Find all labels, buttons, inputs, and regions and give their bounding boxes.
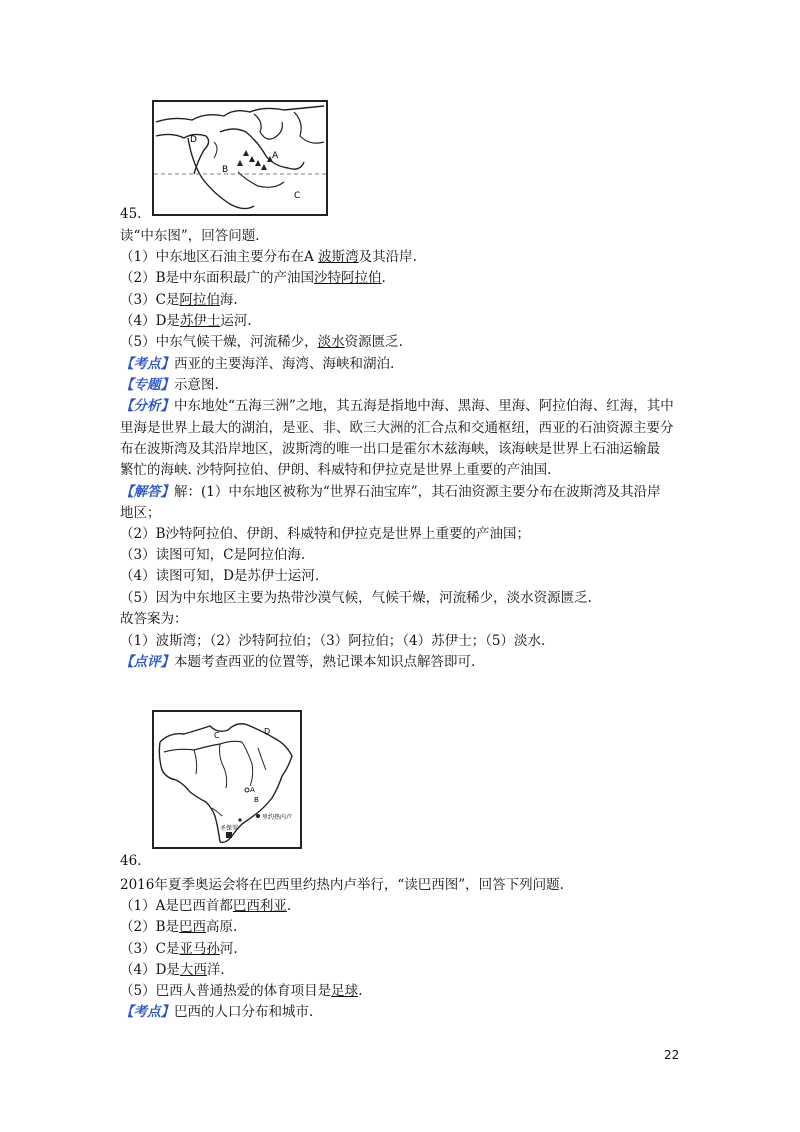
question-45-number: 45. (120, 206, 142, 222)
q46-answer-1: （1）A是巴西首都巴西利亚. (120, 898, 292, 914)
q45-jieda-line-6: （5）因为中东地区主要为热带沙漠气候，气候干燥，河流稀少，淡水资源匮乏. (120, 590, 592, 606)
q45-intro: 读“中东图”，回答问题. (120, 228, 260, 244)
map2-label-saopaulo: 圣保罗 (220, 825, 239, 832)
q45-answer-3: （3）C是阿拉伯海. (120, 292, 238, 308)
middle-east-map-drawing (154, 102, 326, 214)
q45-jieda-line-4: （3）读图可知，C是阿拉伯海. (120, 547, 306, 563)
q45-answer-2: （2）B是中东面积最广的产油国沙特阿拉伯. (120, 270, 386, 286)
q45-fenxi-line-2: 里海是世界上最大的湖泊，是亚、非、欧三大洲的汇合点和交通枢纽，西亚的石油资源主要分 (120, 420, 674, 436)
map1-label-d: D (190, 135, 197, 145)
middle-east-map (152, 100, 328, 216)
q45-fenxi-line-4: 繁忙的海峡. 沙特阿拉伯、伊朗、科威特和伊拉克是世界上重要的产油国. (120, 462, 552, 478)
q45-final-answer: （1）波斯湾；（2）沙特阿拉伯；（3）阿拉伯；（4）苏伊士；（5）淡水. (120, 633, 546, 649)
page-number: 22 (664, 1048, 680, 1062)
map2-label-b: B (254, 796, 259, 804)
q45-dianping: 【点评】本题考查西亚的位置等，熟记课本知识点解答即可. (120, 654, 476, 670)
q45-kaodian: 【考点】西亚的主要海洋、海湾、海峡和湖泊. (120, 356, 395, 372)
map1-label-b: B (222, 165, 229, 175)
q45-jieda-line-5: （4）读图可知，D是苏伊士运河. (120, 568, 320, 584)
map1-label-c: C (294, 191, 301, 201)
q45-guda: 故答案为： (120, 611, 188, 627)
q46-answer-2: （2）B是巴西高原. (120, 919, 238, 935)
brazil-map-drawing (154, 712, 300, 847)
q45-jieda-line-2: 地区； (120, 505, 161, 521)
q46-answer-3: （3）C是亚马孙河. (120, 941, 238, 957)
q45-answer-5: （5）中东气候干燥，河流稀少，淡水资源匮乏. (120, 334, 403, 350)
question-46-number: 46. (120, 853, 142, 869)
map2-label-c: C (214, 731, 220, 740)
q45-jieda-line-1: 【解答】解：(1）中东地区被称为“世界石油宝库”，其石油资源主要分布在波斯湾及其沿岸 (120, 484, 661, 500)
q46-answer-5: （5）巴西人普通热爱的体育项目是足球. (120, 983, 363, 999)
map2-label-a: A (250, 786, 255, 794)
map2-label-rio: 里约热内卢 (262, 814, 293, 821)
q45-zhuanti: 【专题】示意图. (120, 377, 219, 393)
q46-answer-4: （4）D是大西洋. (120, 962, 225, 978)
q45-jieda-line-3: （2）B沙特阿拉伯、伊朗、科威特和伊拉克是世界上重要的产油国； (120, 526, 531, 542)
brazil-map (152, 710, 302, 849)
q46-kaodian: 【考点】巴西的人口分布和城市. (120, 1004, 314, 1020)
map2-label-d: D (264, 727, 271, 736)
q45-answer-4: （4）D是苏伊士运河. (120, 313, 252, 329)
q45-fenxi-line-3: 布在波斯湾及其沿岸地区，波斯湾的唯一出口是霍尔木兹海峡，该海峡是世界上石油运输最 (120, 441, 660, 457)
map1-label-a: A (272, 151, 279, 161)
q45-answer-1: （1）中东地区石油主要分布在A 波斯湾及其沿岸. (120, 249, 417, 265)
q46-intro: 2016年夏季奥运会将在巴西里约热内卢举行，“读巴西图”，回答下列问题. (120, 877, 564, 893)
q45-fenxi-line-1: 【分析】中东地处“五海三洲”之地，其五海是指地中海、黑海、里海、阿拉伯海、红海，其中 (120, 398, 674, 414)
